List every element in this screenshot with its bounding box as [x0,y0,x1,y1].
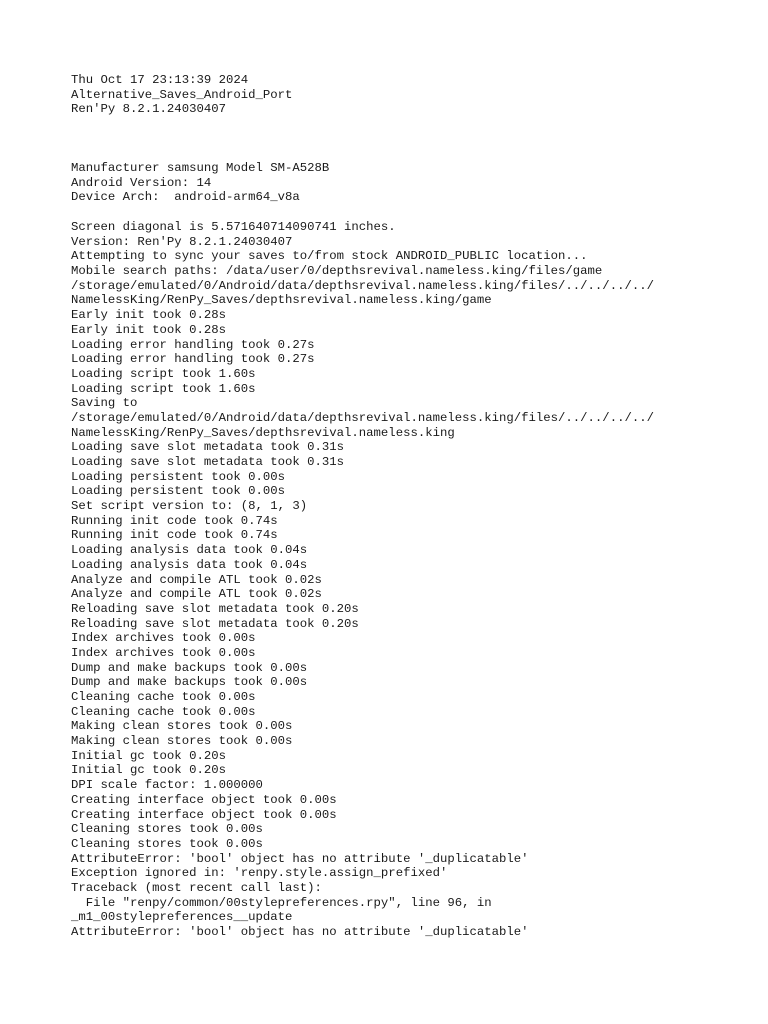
log-line: NamelessKing/RenPy_Saves/depthsrevival.nameless.king [71,425,455,440]
log-line: Loading analysis data took 0.04s [71,557,308,572]
log-line: Analyze and compile ATL took 0.02s [71,587,322,602]
log-line: Running init code took 0.74s [71,528,278,543]
log-line: Analyze and compile ATL took 0.02s [71,572,322,587]
log-line: Loading script took 1.60s [71,381,256,396]
log-line: Loading analysis data took 0.04s [71,543,308,558]
log-line: Manufacturer samsung Model SM-A528B [71,161,330,175]
log-line: Index archives took 0.00s [71,645,256,660]
log-line: Reloading save slot metadata took 0.20s [71,601,359,616]
log-line: Cleaning cache took 0.00s [71,690,256,704]
log-line: Alternative_Saves_Android_Port [71,87,293,102]
log-line: Index archives took 0.00s [71,631,256,646]
log-line: Making clean stores took 0.00s [71,734,293,749]
log-line: Mobile search paths: /data/user/0/depthsrevival.nameless.king/files/game [71,264,603,279]
log-line: Loading save slot metadata took 0.31s [71,440,345,455]
log-line: Saving to [71,396,138,411]
log-line: Loading persistent took 0.00s [71,469,286,484]
log-line: Cleaning stores took 0.00s [71,822,263,837]
log-line: NamelessKing/RenPy_Saves/depthsrevival.nameless.king/game [71,293,492,308]
log-line: Screen diagonal is 5.571640714090741 inches. [71,220,396,234]
log-line: Device Arch: android-arm64_v8a [71,190,300,205]
log-line: Loading save slot metadata took 0.31s [71,455,345,469]
log-line: Reloading save slot metadata took 0.20s [71,616,359,631]
log-line: Making clean stores took 0.00s [71,719,293,734]
log-header [71,73,292,117]
log-line: Early init took 0.28s [71,322,226,337]
log-line: /storage/emulated/0/Android/data/depthsrevival.nameless.king/files/../../../../ [71,278,654,293]
log-line: Running init code took 0.74s [71,513,278,528]
log-line: Traceback (most recent call last): [71,880,322,895]
log-line: Attempting to sync your saves to/from stock ANDROID_PUBLIC location... [71,249,588,264]
log-output [71,220,654,940]
log-line: Exception ignored in: 'renpy.style.assign_prefixed' [71,866,448,881]
log-line: Android Version: 14 [71,175,212,190]
log-line: Version: Ren'Py 8.2.1.24030407 [71,234,293,249]
log-line: Initial gc took 0.20s [71,763,226,778]
log-line: _m1_00stylepreferences__update [71,910,293,925]
log-line: /storage/emulated/0/Android/data/depthsrevival.nameless.king/files/../../../../ [71,410,654,425]
log-line: Cleaning stores took 0.00s [71,836,263,851]
log-line: Dump and make backups took 0.00s [71,660,308,675]
device-info [71,161,329,205]
log-line: Creating interface object took 0.00s [71,792,337,807]
log-line: Loading persistent took 0.00s [71,484,286,499]
log-line: Loading error handling took 0.27s [71,337,315,352]
log-line: File "renpy/common/00stylepreferences.rpy", line 96, in [71,895,492,910]
log-line: Ren'Py 8.2.1.24030407 [71,102,226,117]
log-line: AttributeError: 'bool' object has no attribute '_duplicatable' [71,851,529,866]
log-line: AttributeError: 'bool' object has no attribute '_duplicatable' [71,925,529,939]
log-line: DPI scale factor: 1.000000 [71,778,263,793]
log-line: Loading error handling took 0.27s [71,352,315,367]
log-line: Creating interface object took 0.00s [71,807,337,822]
log-line: Early init took 0.28s [71,308,226,323]
log-line: Initial gc took 0.20s [71,748,226,763]
log-line: Set script version to: (8, 1, 3) [71,499,308,514]
log-line: Dump and make backups took 0.00s [71,675,308,690]
log-line: Cleaning cache took 0.00s [71,704,256,719]
log-line: Loading script took 1.60s [71,366,256,381]
log-line: Thu Oct 17 23:13:39 2024 [71,73,249,87]
